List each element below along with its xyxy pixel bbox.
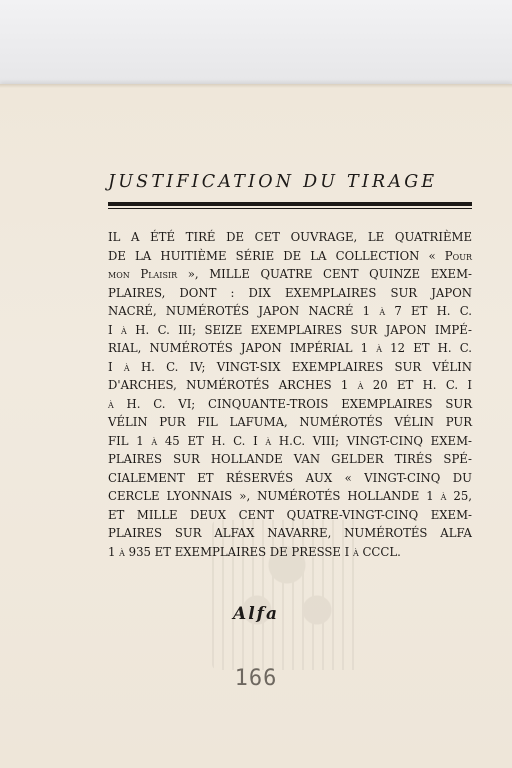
text-line: DE LA HUITIÈME SÉRIE DE LA COLLECTION « Pour: [108, 248, 472, 263]
text-line: PLAIRES SUR HOLLANDE VAN GELDER TIRÉS SPÉ-: [108, 452, 472, 466]
text-line: I à H. C. III; SEIZE EXEMPLAIRES SUR JAPON IMPÉ-: [108, 322, 472, 337]
text-line: 1 à 935 ET EXEMPLAIRES DE PRESSE I à CCCL.: [108, 544, 401, 559]
justification-text: [108, 228, 472, 561]
text-line: CERCLE LYONNAIS », NUMÉROTÉS HOLLANDE 1 à 25,: [108, 489, 472, 503]
edition-label: Alfa: [233, 604, 279, 624]
text-line: mon Plaisir », MILLE QUATRE CENT QUINZE EXEM-: [108, 267, 472, 281]
text-line: I à H. C. IV; VINGT-SIX EXEMPLAIRES SUR VÉLIN: [108, 359, 472, 374]
text-line: NACRÉ, NUMÉROTÉS JAPON NACRÉ 1 à 7 ET H. C.: [108, 304, 472, 318]
page-heading: JUSTIFICATION DU TIRAGE: [108, 172, 438, 192]
text-line: VÉLIN PUR FIL LAFUMA, NUMÉROTÉS VÉLIN PUR: [108, 415, 472, 429]
text-line: PLAIRES, DONT : DIX EXEMPLAIRES SUR JAPON: [108, 285, 472, 300]
background-surface: [0, 0, 512, 88]
text-line: D'ARCHES, NUMÉROTÉS ARCHES 1 à 20 ET H. C. I: [108, 378, 472, 392]
text-line: à H. C. VI; CINQUANTE-TROIS EXEMPLAIRES SUR: [108, 396, 472, 411]
text-line: IL A ÉTÉ TIRÉ DE CET OUVRAGE, LE QUATRIÈME: [108, 230, 472, 244]
text-line: CIALEMENT ET RÉSERVÉS AUX « VINGT-CINQ DU: [108, 470, 472, 485]
text-line: RIAL, NUMÉROTÉS JAPON IMPÉRIAL 1 à 12 ET H. C.: [108, 341, 472, 355]
text-line: FIL 1 à 45 ET H. C. I à H.C. VIII; VINGT-CINQ EXEM-: [108, 433, 472, 448]
text-line: PLAIRES SUR ALFAX NAVARRE, NUMÉROTÉS ALFA: [108, 526, 472, 540]
copy-number: 166: [234, 666, 278, 691]
page-top-edge: [0, 84, 512, 88]
heading-rule-thick: [108, 202, 472, 206]
text-line: ET MILLE DEUX CENT QUATRE-VINGT-CINQ EXEM-: [108, 507, 472, 522]
heading-rule-thin: [108, 208, 472, 209]
